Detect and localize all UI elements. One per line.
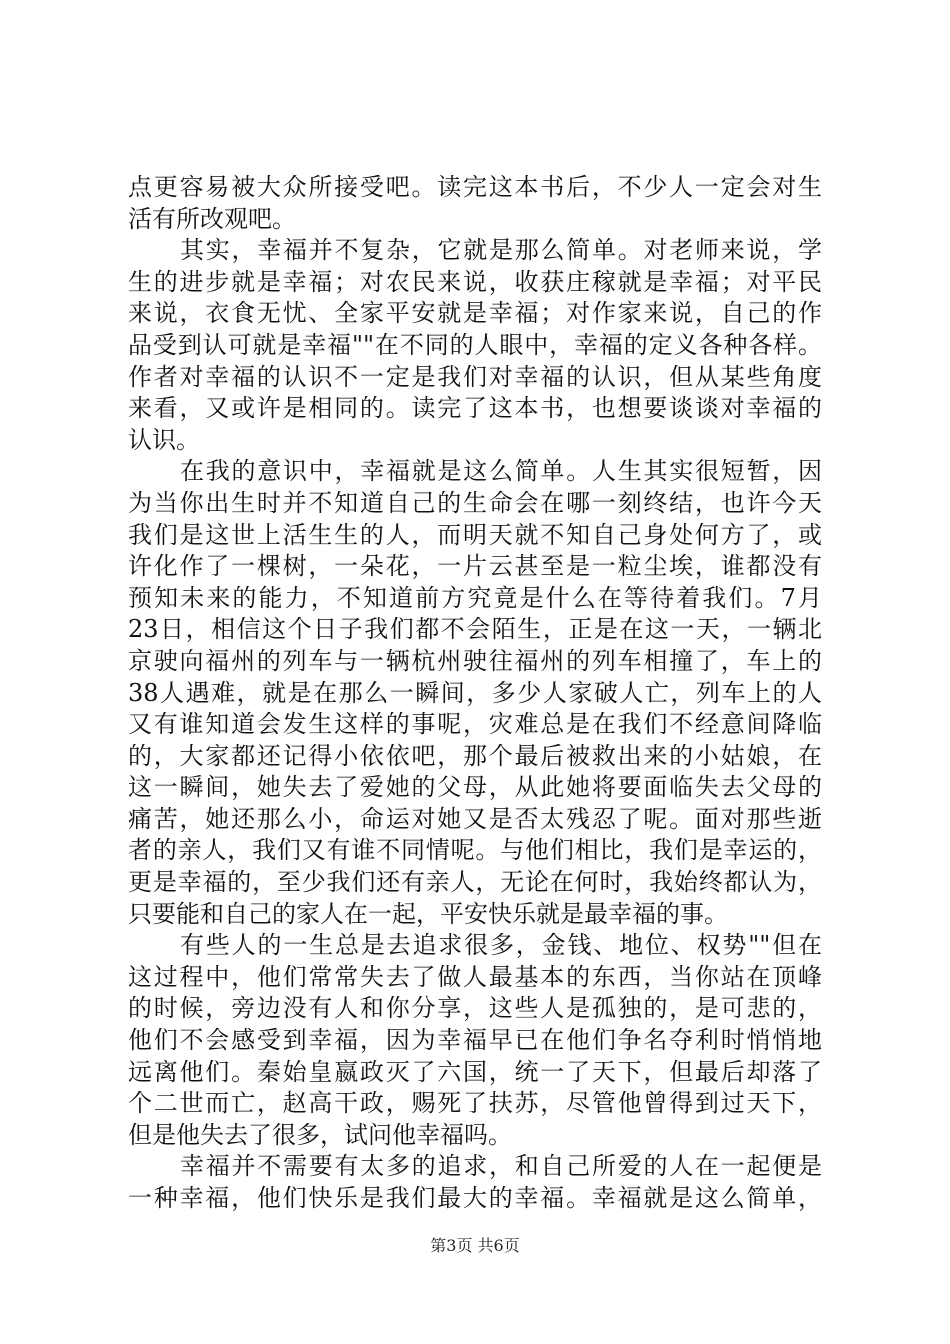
- text-line: 又有谁知道会发生这样的事呢，灾难总是在我们不经意间降临: [128, 710, 822, 739]
- text-line: 个二世而亡，赵高干政，赐死了扶苏，尽管他曾得到过天下，: [128, 1089, 822, 1118]
- text-line: 来看，又或许是相同的。读完了这本书，也想要谈谈对幸福的: [128, 394, 822, 423]
- text-line: 的时候，旁边没有人和你分享，这些人是孤独的，是可悲的，: [128, 994, 822, 1023]
- body-text: [128, 172, 822, 1215]
- text-line: 许化作了一棵树，一朵花，一片云甚至是一粒尘埃，谁都没有: [128, 552, 822, 581]
- text-line: 在我的意识中，幸福就是这么简单。人生其实很短暂，因: [180, 457, 822, 486]
- text-line: 更是幸福的，至少我们还有亲人，无论在何时，我始终都认为，: [128, 868, 822, 897]
- text-line: 38人遇难，就是在那么一瞬间，多少人家破人亡，列车上的人: [128, 678, 822, 707]
- text-line: 这一瞬间，她失去了爱她的父母，从此她将要面临失去父母的: [128, 773, 822, 802]
- text-line: 品受到认可就是幸福""在不同的人眼中，幸福的定义各种各样。: [128, 330, 822, 359]
- text-line: 预知未来的能力，不知道前方究竟是什么在等待着我们。7月: [128, 583, 822, 612]
- text-line: 生的进步就是幸福；对农民来说，收获庄稼就是幸福；对平民: [128, 267, 822, 296]
- text-line: 23日，相信这个日子我们都不会陌生，正是在这一天，一辆北: [128, 615, 822, 644]
- text-line: 远离他们。秦始皇嬴政灭了六国，统一了天下，但最后却落了: [128, 1057, 822, 1086]
- text-line: 其实，幸福并不复杂，它就是那么简单。对老师来说，学: [180, 236, 822, 265]
- page-footer: 第3页 共6页: [430, 1236, 520, 1255]
- text-line: 只要能和自己的家人在一起，平安快乐就是最幸福的事。: [128, 899, 728, 928]
- text-line: 他们不会感受到幸福，因为幸福早已在他们争名夺利时悄悄地: [128, 1026, 822, 1055]
- text-line: 有些人的一生总是去追求很多，金钱、地位、权势""但在: [180, 931, 822, 960]
- text-line: 为当你出生时并不知道自己的生命会在哪一刻终结，也许今天: [128, 488, 822, 517]
- text-line: 认识。: [128, 425, 200, 454]
- text-line: 的，大家都还记得小依依吧，那个最后被救出来的小姑娘，在: [128, 741, 822, 770]
- text-line: 但是他失去了很多，试问他幸福吗。: [128, 1120, 512, 1149]
- text-line: 活有所改观吧。: [128, 204, 296, 233]
- text-line: 我们是这世上活生生的人，而明天就不知自己身处何方了，或: [128, 520, 822, 549]
- text-line: 这过程中，他们常常失去了做人最基本的东西，当你站在顶峰: [128, 962, 822, 991]
- text-line: 来说，衣食无忧、全家平安就是幸福；对作家来说，自己的作: [128, 299, 822, 328]
- text-line: 痛苦，她还那么小，命运对她又是否太残忍了呢。面对那些逝: [128, 804, 822, 833]
- text-line: 作者对幸福的认识不一定是我们对幸福的认识，但从某些角度: [128, 362, 822, 391]
- text-line: 幸福并不需要有太多的追求，和自己所爱的人在一起便是: [180, 1152, 822, 1181]
- text-line: 者的亲人，我们又有谁不同情呢。与他们相比，我们是幸运的，: [128, 836, 822, 865]
- text-line: 一种幸福，他们快乐是我们最大的幸福。幸福就是这么简单，: [128, 1184, 822, 1212]
- text-line: 点更容易被大众所接受吧。读完这本书后，不少人一定会对生: [128, 173, 822, 201]
- text-line: 京驶向福州的列车与一辆杭州驶往福州的列车相撞了，车上的: [128, 646, 822, 675]
